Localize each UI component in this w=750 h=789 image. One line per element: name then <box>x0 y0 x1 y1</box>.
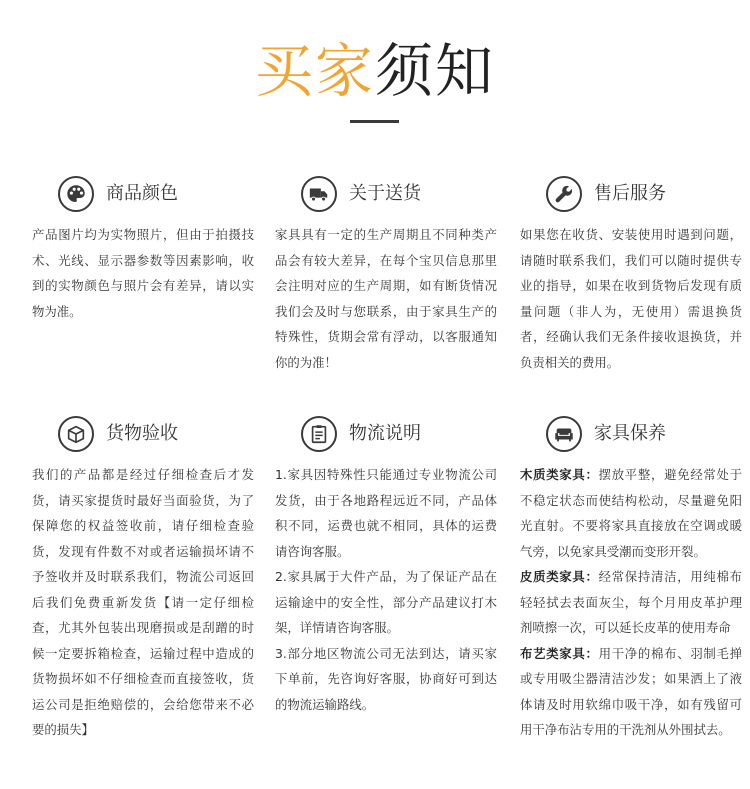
section-furniture-care <box>520 416 742 743</box>
box-icon <box>58 416 94 452</box>
section-body <box>32 222 254 324</box>
page-title <box>0 36 750 106</box>
section-body <box>520 222 742 375</box>
title-divider <box>350 120 399 123</box>
page-title-accent: 买家 <box>254 37 375 105</box>
section-product-color <box>32 176 254 324</box>
section-paragraph: 1.家具因特殊性只能通过专业物流公司发货，由于各地路程远近不同，产品体积不同，运费也就不相同，具体的运费请咨询客服。 <box>275 467 497 559</box>
section-paragraph: 家具具有一定的生产周期且不同种类产品会有较大差异，在每个宝贝信息那里会注明对应的生产周期，如有断货情况我们会及时与您联系，由于家具生产的特殊性，货期会常有浮动，以客服通知你的为准！ <box>275 227 497 370</box>
wrench-icon <box>546 176 582 212</box>
care-item-text: 摆放平整，避免经常处于不稳定状态而使结构松动，尽量避免阳光直射。不要将家具直接放在空调或暖气旁，以免家具受潮而变形开裂。 <box>520 467 743 559</box>
section-title: 商品颜色 <box>106 183 178 204</box>
section-body <box>520 462 742 743</box>
care-item <box>520 462 742 564</box>
section-paragraph: 产品图片均为实物照片，但由于拍摄技术、光线、显示器参数等因素影响，收到的实物颜色与照片会有差异，请以实物为准。 <box>32 227 254 319</box>
section-title: 物流说明 <box>349 423 421 444</box>
section-title: 关于送货 <box>349 183 421 204</box>
section-paragraph: 我们的产品都是经过仔细检查后才发货，请买家提货时最好当面验货，为了保障您的权益签收前，请仔细检查验货，发现有件数不对或者运输损坏请不予签收并及时联系我们，物流公司返回后我们免费重新发货【请一定仔细检查，尤其外包装出现磨损或是刮蹭的时候一定要拆箱检查，运输过程中造成的货物损坏如不仔细检查而直接签收，货运公司是拒绝赔偿的，会给您带来不必要的损失】 <box>32 467 254 737</box>
care-item-label: 布艺类家具： <box>520 645 599 661</box>
care-item <box>520 564 742 641</box>
palette-icon <box>58 176 94 212</box>
truck-icon <box>301 176 337 212</box>
section-after-sales <box>520 176 742 375</box>
care-item-text: 经常保持清洁，用纯棉布轻轻拭去表面灰尘，每个月用皮革护理剂喷擦一次，可以延长皮革的使用寿命 <box>520 569 743 635</box>
section-body <box>32 462 254 743</box>
section-inspection <box>32 416 254 743</box>
section-paragraph: 2.家具属于大件产品，为了保证产品在运输途中的安全性，部分产品建议打木架，详情请咨询客服。 <box>275 569 497 635</box>
section-title: 货物验收 <box>106 423 178 444</box>
section-title: 售后服务 <box>594 183 666 204</box>
page-title-rest: 须知 <box>375 37 496 105</box>
section-body <box>275 462 497 717</box>
section-delivery <box>275 176 497 375</box>
section-logistics <box>275 416 497 717</box>
care-item-label: 木质类家具： <box>520 467 599 482</box>
section-paragraph: 3.部分地区物流公司无法到达，请买家下单前，先咨询好客服，协商好可到达的物流运输路线。 <box>275 645 497 712</box>
clipboard-icon <box>301 416 337 452</box>
section-paragraph: 如果您在收货、安装使用时遇到问题，请随时联系我们，我们可以随时提供专业的指导，如果在收到货物后发现有质量问题（非人为，无使用）需退换货者，经确认我们无条件接收退换货，并负责相关的费用。 <box>520 227 742 370</box>
section-title: 家具保养 <box>594 423 666 444</box>
section-body <box>275 222 497 375</box>
care-item <box>520 641 742 743</box>
care-item-text: 用干净的棉布、羽制毛掸或专用吸尘器清洁沙发；如果洒上了液体请及时用软绵巾吸干净，如有残留可用干净布沾专用的干洗剂从外围拭去。 <box>520 645 743 737</box>
sofa-icon <box>546 416 582 452</box>
care-item-label: 皮质类家具： <box>520 569 599 584</box>
